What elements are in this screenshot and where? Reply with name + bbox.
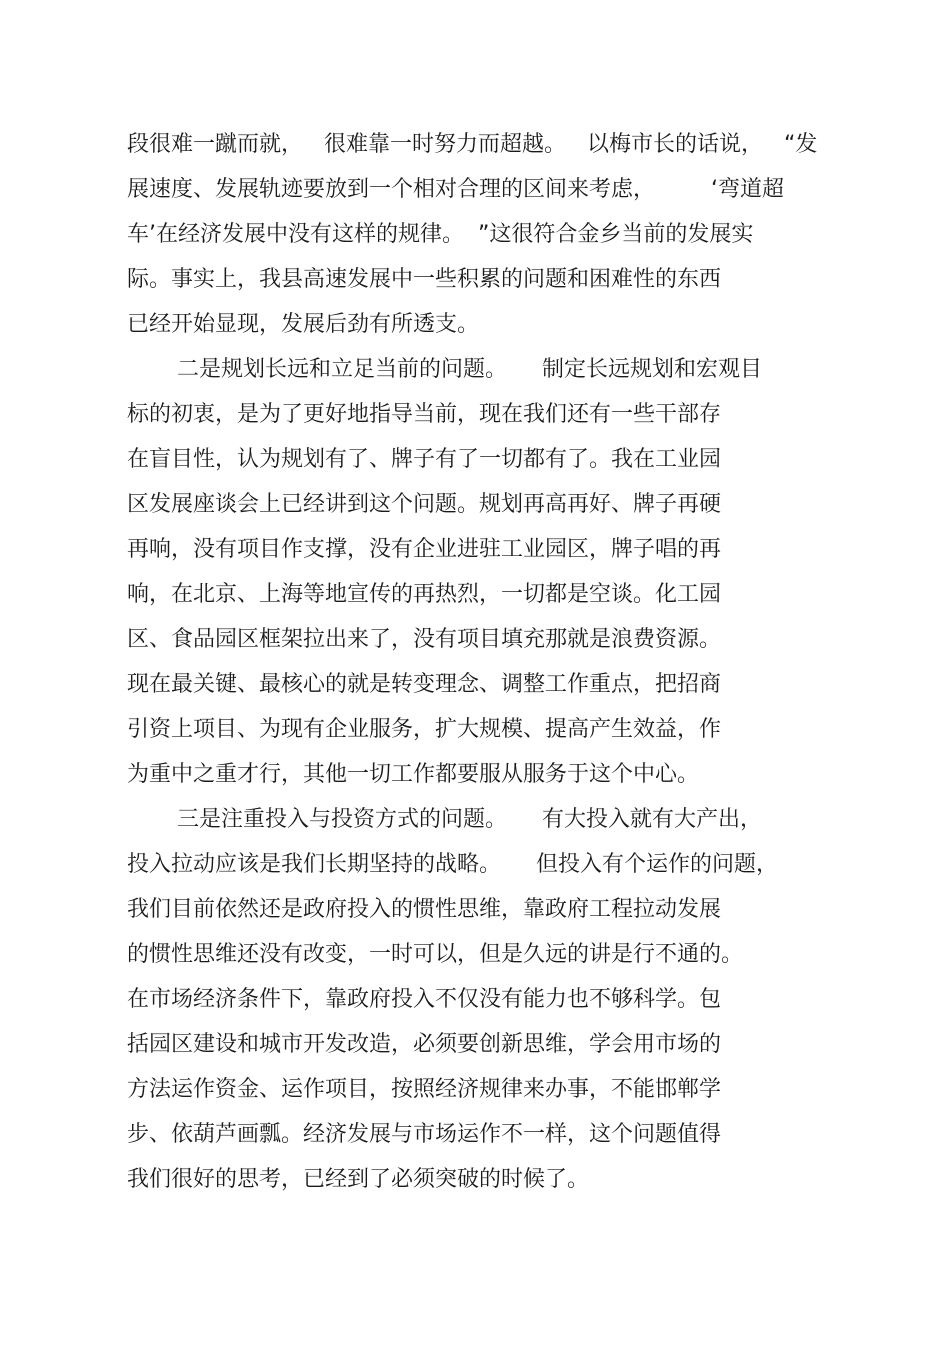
text-line: 标的初衷，是为了更好地指导当前，现在我们还有一些干部存 xyxy=(127,402,722,427)
text-line: 再响，没有项目作支撑，没有企业进驻工业园区，牌子唱的再 xyxy=(127,537,722,562)
text-line: 在盲目性，认为规划有了、牌子有了一切都有了。我在工业园 xyxy=(127,447,722,472)
text-line: 已经开始显现，发展后劲有所透支。 xyxy=(127,312,480,337)
text-line: 际。事实上，我县高速发展中一些积累的问题和困难性的东西 xyxy=(127,267,722,292)
text-line: 区发展座谈会上已经讲到这个问题。规划再高再好、牌子再硬 xyxy=(127,492,722,517)
text-line: 在市场经济条件下，靠政府投入不仅没有能力也不够科学。包 xyxy=(127,987,722,1012)
text-line: 引资上项目、为现有企业服务，扩大规模、提高产生效益，作 xyxy=(127,717,722,742)
paragraph-heading-line: 三是注重投入与投资方式的问题。 有大投入就有大产出， xyxy=(177,807,762,832)
text-line: 括园区建设和城市开发改造，必须要创新思维，学会用市场的 xyxy=(127,1032,722,1057)
text-line: 段很难一蹴而就， 很难靠一时努力而超越。 以梅市长的话说， “发 xyxy=(127,132,818,157)
text-line: 方法运作资金、运作项目，按照经济规律来办事，不能邯郸学 xyxy=(127,1077,722,1102)
paragraph-heading-line: 二是规划长远和立足当前的问题。 制定长远规划和宏观目 xyxy=(177,357,762,382)
text-line: 响，在北京、上海等地宣传的再热烈，一切都是空谈。化工园 xyxy=(127,582,722,607)
text-line: 的惯性思维还没有改变，一时可以，但是久远的讲是行不通的。 xyxy=(127,942,744,967)
text-line: 车’在经济发展中没有这样的规律。 ”这很符合金乡当前的发展实 xyxy=(127,222,754,247)
text-line: 为重中之重才行，其他一切工作都要服从服务于这个中心。 xyxy=(127,762,700,787)
text-line: 我们目前依然还是政府投入的惯性思维，靠政府工程拉动发展 xyxy=(127,897,722,922)
text-line: 展速度、发展轨迹要放到一个相对合理的区间来考虑， ‘弯道超 xyxy=(127,177,784,202)
text-line: 我们很好的思考，已经到了必须突破的时候了。 xyxy=(127,1167,590,1192)
text-line: 步、依葫芦画瓢。经济发展与市场运作不一样，这个问题值得 xyxy=(127,1122,722,1147)
text-line: 现在最关键、最核心的就是转变理念、调整工作重点，把招商 xyxy=(127,672,722,697)
text-line: 区、食品园区框架拉出来了，没有项目填充那就是浪费资源。 xyxy=(127,627,722,652)
text-line: 投入拉动应该是我们长期坚持的战略。 但投入有个运作的问题， xyxy=(127,852,778,877)
